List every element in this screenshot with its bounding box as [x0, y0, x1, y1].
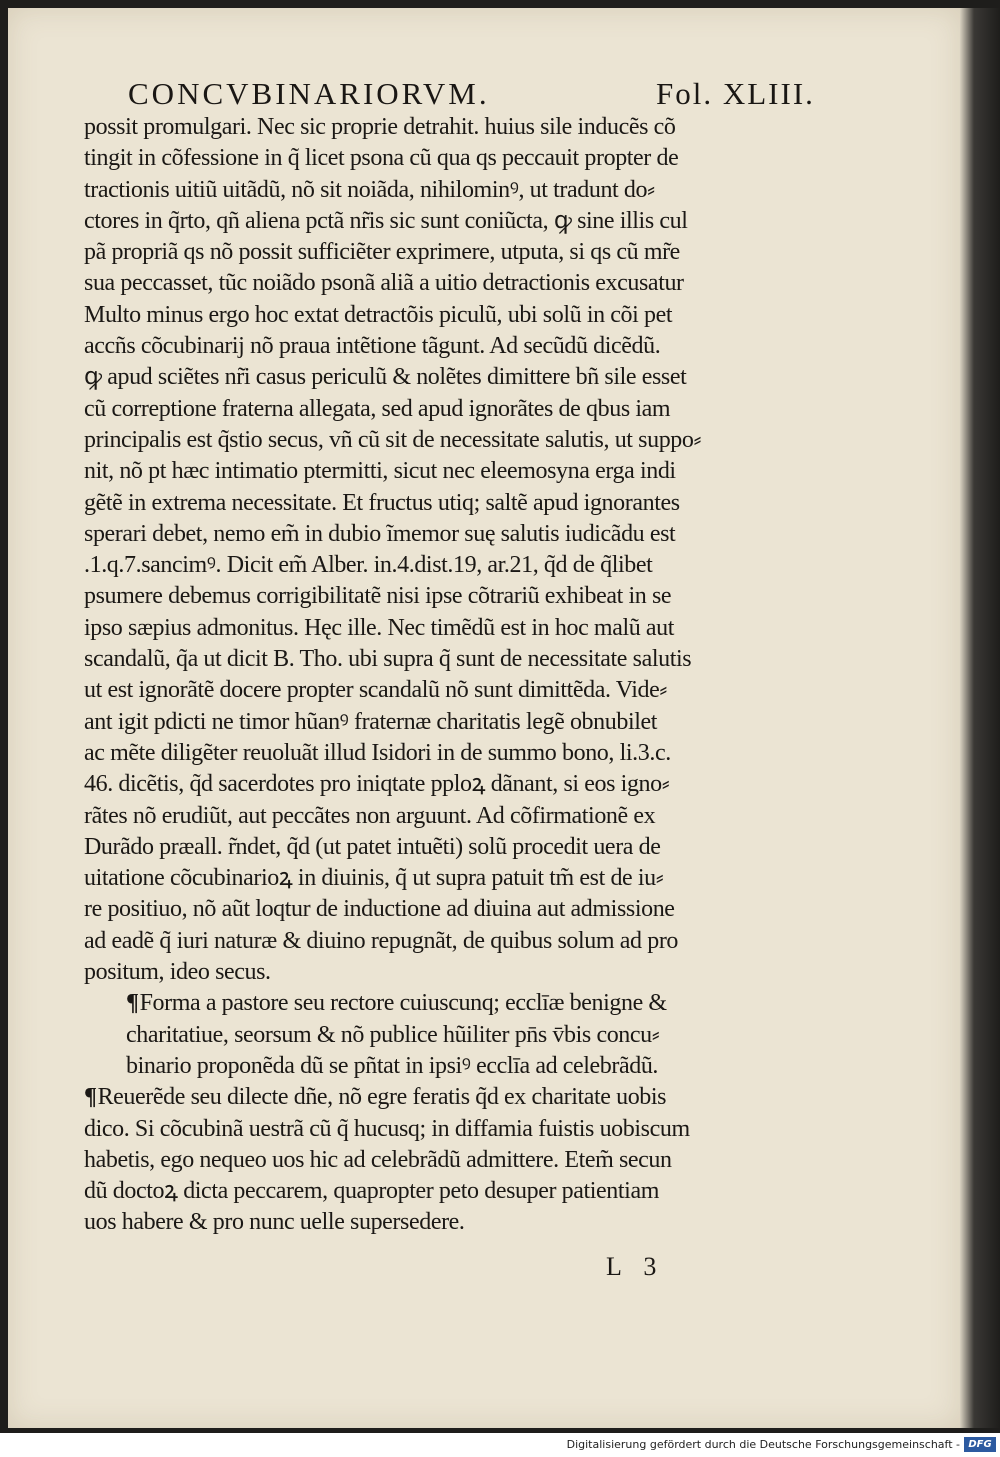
text-line: [84, 988, 832, 1019]
text-line: [84, 1082, 832, 1113]
text-line-content: Reuerẽde seu dilecte dñe, nõ egre feratis q̃d ex charitate uobis: [97, 1084, 667, 1111]
text-line: cũ correptione fraterna allegata, sed apud ignorãtes de qbus iam: [84, 395, 671, 422]
text-line: possit promulgari. Nec sic proprie detrahit. huius sile inducẽs cõ: [84, 114, 676, 140]
text-line: sperari debet, nemo em̃ in dubio ĩmemor suę salutis iudicãdu est: [84, 520, 676, 547]
text-line: sua peccasset, tũc noiãdo psonã aliã a uitio detractionis excusatur: [84, 270, 684, 297]
text-line: rãtes nõ erudiũt, aut peccãtes non arguunt. Ad cõfirmationẽ ex: [84, 802, 656, 829]
text-line: positum, ideo secus.: [84, 959, 271, 986]
text-line: Durãdo præall. r̃ndet, q̃d (ut patet intuẽti) solũ procedit uera de: [84, 833, 661, 860]
funding-credit: Digitalisierung gefördert durch die Deutsche Forschungsgemeinschaft -: [566, 1438, 960, 1451]
text-line: habetis, ego nequeo uos hic ad celebrãdũ admittere. Etem̃ secun: [84, 1146, 672, 1173]
text-line: accñs cõcubinarij nõ praua intẽtione tãgunt. Ad secũdũ dicẽdũ.: [84, 333, 661, 360]
text-line: pã propriã qs nõ possit sufficiẽter exprimere, utputa, si qs cũ mr̃e: [84, 239, 680, 266]
text-line: dico. Si cõcubinã uestrã cũ q̃ hucusq; in diffamia fuistis uobiscum: [84, 1115, 690, 1142]
text-line: uos habere & pro nunc uelle supersedere.: [84, 1209, 465, 1236]
folio-number: Fol. XLIII.: [656, 76, 815, 111]
text-line: psumere debemus corrigibilitatẽ nisi ipse cõtrariũ exhibeat in se: [84, 583, 672, 610]
pilcrow-mark: ¶: [84, 1084, 97, 1111]
text-line: Multo minus ergo hoc extat detractõis piculũ, ubi solũ in cõi pet: [84, 301, 673, 328]
text-line: dũ doctoꝝ dicta peccarem, quapropter peto desuper patientiam: [84, 1178, 659, 1205]
page-edge: [960, 8, 1000, 1428]
forma-paragraph: [84, 988, 832, 1082]
running-head: [128, 76, 828, 116]
text-line: ipso sæpius admonitus. Hęc ille. Nec timẽdũ est in hoc malũ aut: [84, 614, 675, 641]
text-line: scandalũ, q̃a ut dicit B. Tho. ubi supra q̃ sunt de necessitate salutis: [84, 646, 692, 673]
text-line: binario proponẽda dũ se pñtat in ipsiꝰ ecclīa ad celebrãdũ.: [126, 1052, 659, 1079]
signature-mark: L 3: [606, 1252, 665, 1281]
text-line: gẽtẽ in extrema necessitate. Et fructus utiq; saltẽ apud ignorantes: [84, 489, 680, 516]
text-line: principalis est q̃stio secus, vñ cũ sit de necessitate salutis, ut suppo⸗: [84, 426, 702, 453]
text-line: ac mẽte diligẽter reuoluãt illud Isidori in de summo bono, li.3.c.: [84, 739, 671, 766]
text-line: ꝙ apud sciẽtes nr̃i casus periculũ & nolẽtes dimittere bñ sile esset: [84, 364, 687, 391]
text-line: re positiuo, nõ aũt loqtur de inductione ad diuina aut admissione: [84, 896, 675, 923]
text-line: 46. dicẽtis, q̃d sacerdotes pro iniqtate pploꝝ dãnant, si eos igno⸗: [84, 771, 670, 798]
dfg-logo: DFG: [964, 1437, 996, 1452]
main-paragraph: [84, 112, 832, 988]
pilcrow-mark: ¶: [126, 990, 139, 1017]
text-line: ctores in q̃rto, qñ aliena pctã nr̃is sic sunt coniũcta, ꝙ sine illis cul: [84, 207, 688, 234]
text-line: .1.q.7.sancimꝰ. Dicit em̃ Alber. in.4.dist.19, ar.21, q̃d de q̃libet: [84, 552, 653, 579]
text-line: ut est ignorãtẽ docere propter scandalũ nõ sunt dimittẽda. Vide⸗: [84, 677, 668, 704]
text-line: uitatione cõcubinarioꝝ in diuinis, q̃ ut supra patuit tm̃ est de iu⸗: [84, 865, 664, 892]
text-line-content: Forma a pastore seu rectore cuiuscunq; ecclīæ benigne &: [139, 990, 667, 1017]
text-line: ad eadẽ q̃ iuri naturæ & diuino repugnãt, de quibus solum ad pro: [84, 927, 679, 954]
text-line: nit, nõ pt hæc intimatio ptermitti, sicut nec eleemosyna erga indi: [84, 458, 676, 485]
text-line: tractionis uitiũ uitãdũ, nõ sit noiãda, nihilominꝰ, ut tradunt do⸗: [84, 176, 655, 203]
text-line: charitatiue, seorsum & nõ publice hũiliter pn̄s v̄bis concu⸗: [126, 1021, 660, 1048]
running-title: CONCVBINARIORVM.: [128, 76, 490, 111]
text-line: tingit in cõfessione in q̃ licet psona cũ qua qs peccauit propter de: [84, 145, 679, 172]
footer-bar: [0, 1433, 1000, 1457]
text-block: [84, 112, 832, 1239]
address-paragraph: [84, 1082, 832, 1238]
text-line: ant igit pdicti ne timor hũanꝰ fraternæ charitatis legẽ obnubilet: [84, 708, 657, 735]
